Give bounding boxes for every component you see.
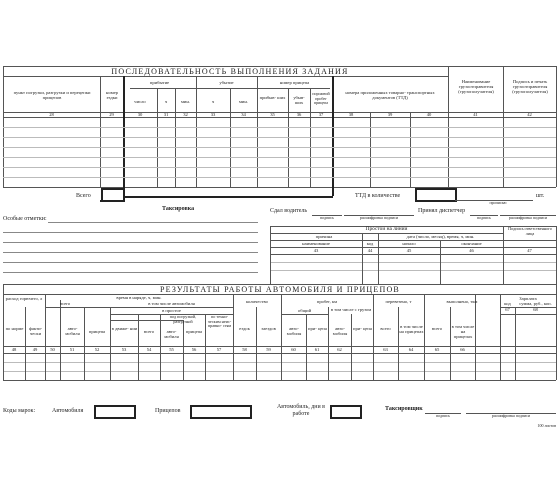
col-number: 47 — [527, 248, 532, 253]
col-number: 35 — [270, 112, 275, 117]
in-words-caption: прописью — [489, 200, 507, 205]
h-min-1: мин. — [181, 99, 190, 104]
decode-caption: расшифровка подписи — [508, 215, 548, 220]
col-number: 49 — [32, 347, 38, 352]
h-performed: выполнено, ткм — [446, 299, 478, 304]
h-general: общий — [297, 308, 312, 313]
col-number: 57 — [216, 347, 222, 352]
h-car: авто- мобиля — [65, 326, 80, 337]
total-box[interactable] — [101, 188, 125, 202]
h-t-incl-trailer: в том числе на прицепах — [399, 324, 424, 335]
handed-driver-label: Сдал водитель — [270, 208, 308, 214]
h-hour-2: ч — [211, 99, 215, 104]
h-start: начало — [402, 241, 416, 246]
h-t-total: всего — [380, 326, 391, 331]
h-incl-car: в том числе автомобиля — [148, 301, 195, 306]
h-number-1: число — [134, 99, 146, 104]
h-min-2: мин. — [239, 99, 248, 104]
h-m-car2: авто- мобиля — [332, 326, 348, 337]
col-number: 51 — [69, 347, 75, 352]
col-number: 52 — [94, 347, 100, 352]
h-signature: Подпись и печать грузоотправителя (грузополучателя) — [512, 79, 548, 95]
col-number: 37 — [318, 112, 324, 117]
col-number: 38 — [348, 112, 354, 117]
pcs-label: шт. — [536, 193, 545, 199]
col-number: 62 — [337, 347, 342, 352]
col-number: 39 — [387, 112, 393, 117]
h-car-small: авто- мобиля — [164, 329, 179, 340]
col-number: 50 — [50, 347, 55, 352]
h-moving: в движе- нии — [111, 326, 138, 331]
h-m-trailer: при- цепа — [308, 326, 327, 331]
h-ttd-numbers: номера приложенных товарно- транспортных документов (ТТД) — [345, 90, 435, 101]
h-datetime: дата (число, месяц), время, ч, мин. — [406, 234, 475, 239]
h-trailer-no: номер прицепа — [279, 80, 310, 85]
col-number: 42 — [527, 112, 532, 117]
decode-caption: расшифровка подписи — [491, 413, 531, 418]
col-number: 30 — [137, 112, 143, 117]
ttd-count-label: ТТД в количестве — [355, 193, 401, 199]
h-leaving: убыв- ших — [293, 95, 305, 106]
col-number: 65 — [434, 347, 440, 352]
h-total: всего — [59, 301, 71, 306]
h-departures: заездов — [261, 326, 276, 331]
taxation-title: Таксировка — [162, 206, 195, 212]
h-time: время в наряде, ч, мин. — [116, 295, 162, 300]
col-number: 58 — [242, 347, 247, 352]
car-label: Автомобиля — [52, 408, 84, 414]
col-number: 40 — [426, 112, 432, 117]
col-number: 67 — [505, 307, 510, 312]
special-notes-label: Особые отметки: — [3, 216, 47, 222]
h-order: номер ездки — [106, 90, 118, 101]
h-trips: ездок — [239, 326, 250, 331]
col-number: 29 — [109, 112, 114, 117]
h-sign: Подпись ответственного лица — [508, 226, 552, 236]
h-hour-1: ч — [164, 99, 168, 104]
col-number: 48 — [11, 347, 17, 352]
signature-caption: подпись — [436, 413, 450, 418]
execution-title: ПОСЛЕДОВАТЕЛЬНОСТЬ ВЫПОЛНЕНИЯ ЗАДАНИЯ — [111, 67, 349, 76]
h-consignor: Наименование грузоотправителя (грузополучателя) — [458, 79, 494, 95]
h-arrival: прибытие — [149, 80, 170, 85]
h-trailer: прицепа — [88, 329, 106, 334]
downtime-title: Простои на линии — [365, 226, 408, 232]
h-p-total: всего — [431, 326, 443, 331]
h-all: всего — [143, 329, 155, 334]
ttd-count-box[interactable] — [415, 188, 457, 202]
trailer-label: Прицепов — [155, 408, 181, 414]
h-attached: прибыв- ших — [259, 95, 286, 100]
h-name: наименование — [302, 241, 330, 246]
marks-codes-label: Коды марок: — [3, 408, 36, 414]
h-m-car: авто- мобиля — [286, 326, 302, 337]
days-box[interactable] — [330, 405, 362, 419]
col-number: 64 — [408, 347, 414, 352]
h-actual: факти- чески — [28, 326, 43, 337]
col-number: 68 — [533, 307, 538, 312]
h-tech-fault: по техни- ческим неис- правно- стям — [207, 314, 232, 329]
col-number: 36 — [296, 112, 302, 117]
h-fuel: расход горючего, л — [5, 296, 43, 301]
col-number: 55 — [169, 347, 174, 352]
print-note: 100 листов — [537, 423, 556, 428]
h-salary: Зарплата — [519, 296, 537, 301]
col-number: 34 — [241, 112, 246, 117]
signature-caption: подпись — [477, 215, 491, 220]
col-number: 32 — [183, 112, 188, 117]
days-line-label: Автомобиль, дни в работе — [276, 404, 326, 417]
col-number: 28 — [49, 112, 54, 117]
col-number: 43 — [313, 248, 319, 253]
h-empty-run: порожний пробег прицепа — [312, 91, 330, 106]
col-number: 60 — [291, 347, 296, 352]
h-p-incl-trailer: в том числе на прицепах — [451, 324, 475, 340]
h-quantity: количество — [246, 299, 268, 304]
col-number: 41 — [473, 112, 478, 117]
total-label: Всего — [76, 193, 91, 199]
col-number: 31 — [163, 112, 169, 117]
h-trailer-small: прицепа — [185, 329, 203, 334]
h-salary-code: код — [504, 301, 511, 306]
col-number: 61 — [314, 347, 320, 352]
col-number: 63 — [383, 347, 388, 352]
h-reason: причина — [315, 234, 333, 239]
h-departure: убытие — [219, 80, 234, 85]
col-number: 33 — [210, 112, 216, 117]
h-loading: под погрузкой, разгрузкой — [169, 314, 197, 324]
col-number: 59 — [266, 347, 271, 352]
h-end: окончание — [461, 241, 482, 246]
h-mileage: пробег, км — [316, 299, 338, 304]
decode-caption: расшифровка подписи — [359, 215, 399, 220]
results-title: РЕЗУЛЬТАТЫ РАБОТЫ АВТОМОБИЛЯ И ПРИЦЕПОВ — [160, 285, 400, 294]
col-number: 46 — [469, 248, 474, 253]
col-number: 45 — [406, 248, 412, 253]
col-number: 66 — [460, 347, 465, 352]
taxer-label: Таксировщик — [385, 406, 423, 412]
h-transported: перевезено, т — [385, 299, 412, 304]
h-salary-sum: сумма, руб., коп. — [519, 301, 552, 306]
col-number: 44 — [367, 248, 373, 253]
car-code-box[interactable] — [94, 405, 136, 419]
signature-caption: подпись — [320, 215, 334, 220]
h-norm: по норме — [5, 326, 24, 331]
h-point: пункт погрузки, разгрузки и перецепки прицепов — [13, 90, 91, 101]
h-incl-cargo: в том числе с грузом — [330, 307, 372, 312]
h-code: код — [366, 241, 374, 246]
h-m-trailer2: при- цепа — [353, 326, 372, 331]
col-number: 54 — [146, 347, 152, 352]
col-number: 53 — [121, 347, 127, 352]
accepted-dispatcher-label: Принял диспетчер — [418, 208, 466, 214]
trailer-code-box[interactable] — [190, 405, 252, 419]
h-idle: в простое — [162, 308, 181, 313]
col-number: 56 — [191, 347, 197, 352]
